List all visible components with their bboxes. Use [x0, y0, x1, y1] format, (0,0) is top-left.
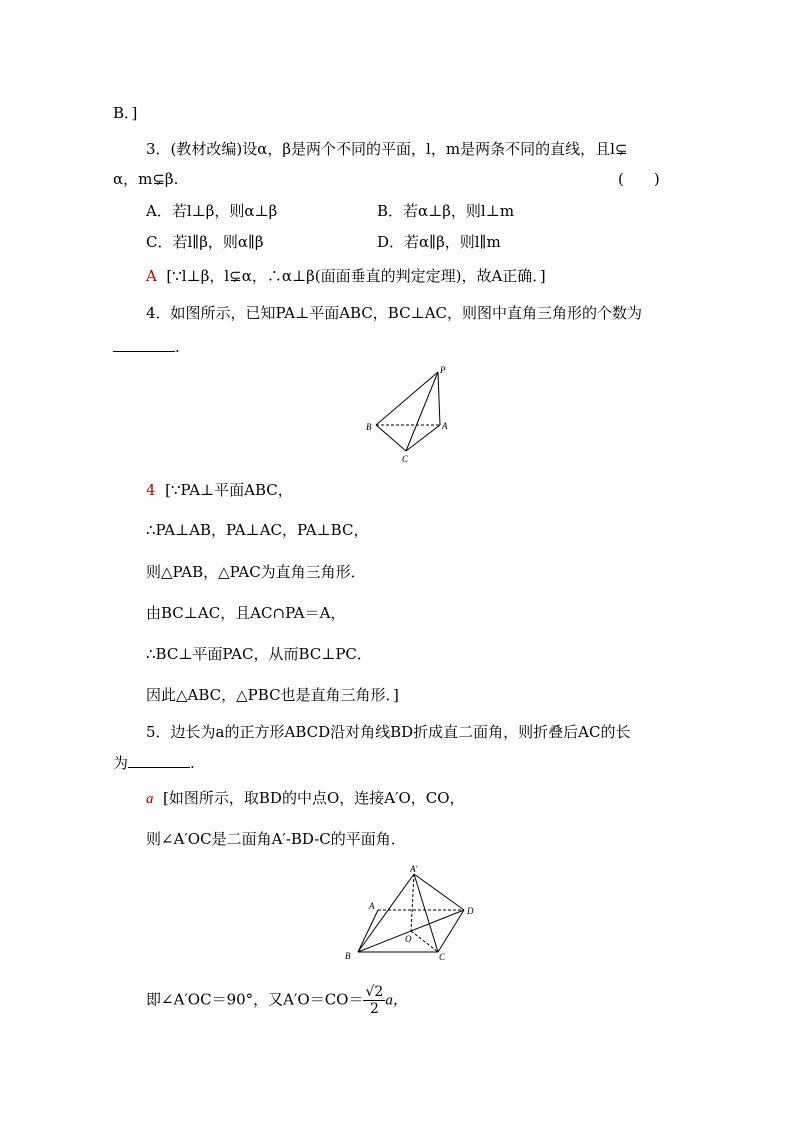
q4-solution-line5: ∴BC⊥平面PAC，从而BC⊥PC．	[146, 645, 372, 663]
q4-answer-number: 4	[146, 481, 156, 499]
q5-solution-tail: a，	[385, 992, 408, 1009]
q5-solution-line1	[146, 788, 465, 809]
q3-option-b: B．若α⊥β，则l⊥m	[377, 202, 515, 220]
q4-solution-line6: 因此△ABC，△PBC也是直角三角形．]	[146, 686, 399, 704]
q3-solution-text: [∵l⊥β，l⊊α，∴α⊥β(面面垂直的判定定理)，故A正确．]	[166, 267, 546, 285]
q4-label-a: A	[442, 421, 448, 431]
q3-stem-line1: 3．(教材改编)设α，β是两个不同的平面，l，m是两条不同的直线，且l⊊	[146, 140, 628, 158]
q5-fraction-numerator: √2	[365, 984, 384, 1000]
q5-fraction	[363, 984, 385, 1017]
q3-option-a: A．若l⊥β，则α⊥β	[146, 202, 278, 220]
q5-solution-line2: 则∠A′OC是二面角A′-BD-C的平面角．	[146, 830, 406, 848]
q5-label-c: C	[439, 952, 446, 962]
q4-solution-line2: ∴PA⊥AB，PA⊥AC，PA⊥BC，	[146, 521, 369, 539]
q5-stem-line1: 5．边长为a的正方形ABCD沿对角线BD折成直二面角，则折叠后AC的长	[146, 723, 631, 741]
q5-label-b: B	[345, 951, 351, 961]
q3-solution	[146, 266, 546, 286]
q5-answer-letter: a	[146, 791, 154, 807]
q4-solution-line3: 则△PAB，△PAC为直角三角形．	[146, 563, 366, 581]
q5-solution-text3: 即∠A′OC＝90°，又A′O＝CO＝	[146, 990, 364, 1009]
q3-option-c: C．若l∥β，则α∥β	[146, 233, 264, 251]
q5-blank-period: .	[190, 754, 195, 772]
q4-stem: 4．如图所示，已知PA⊥平面ABC，BC⊥AC，则图中直角三角形的个数为	[146, 304, 643, 322]
q3-answer-paren: ( )	[618, 170, 660, 188]
q4-label-b: B	[366, 422, 372, 432]
q3-option-d: D．若α∥β，则l∥m	[377, 233, 501, 251]
q5-answer-blank	[128, 753, 190, 768]
q4-blank-period: .	[175, 338, 180, 356]
q4-solution-line1	[146, 480, 293, 500]
q5-label-a-prime: A′	[410, 864, 418, 874]
q4-pyramid-figure	[360, 364, 460, 468]
q4-label-p: P	[440, 365, 446, 375]
q3-answer-letter: A	[146, 267, 157, 285]
previous-answer-tail: B．]	[113, 104, 138, 122]
q5-stem-line2	[113, 753, 195, 773]
q5-fraction-denominator: 2	[369, 1001, 379, 1017]
q5-label-d: D	[467, 906, 474, 916]
q5-label-o: O	[405, 934, 412, 944]
q4-solution-line4: 由BC⊥AC，且AC∩PA＝A，	[146, 604, 346, 622]
q5-label-a: A	[369, 901, 375, 911]
q4-answer-blank	[113, 337, 175, 352]
q3-stem-line2: α，m⊊β.	[113, 170, 179, 188]
q5-solution-text1: [如图所示，取BD的中点O，连接A′O，CO，	[163, 789, 465, 807]
q5-folded-square-figure	[338, 862, 484, 966]
q5-solution-line3	[146, 984, 408, 1017]
q4-blank-line	[113, 337, 180, 357]
q5-stem-prefix: 为	[113, 754, 129, 772]
q4-solution-text1: [∵PA⊥平面ABC，	[165, 481, 293, 499]
q4-label-c: C	[402, 454, 409, 464]
